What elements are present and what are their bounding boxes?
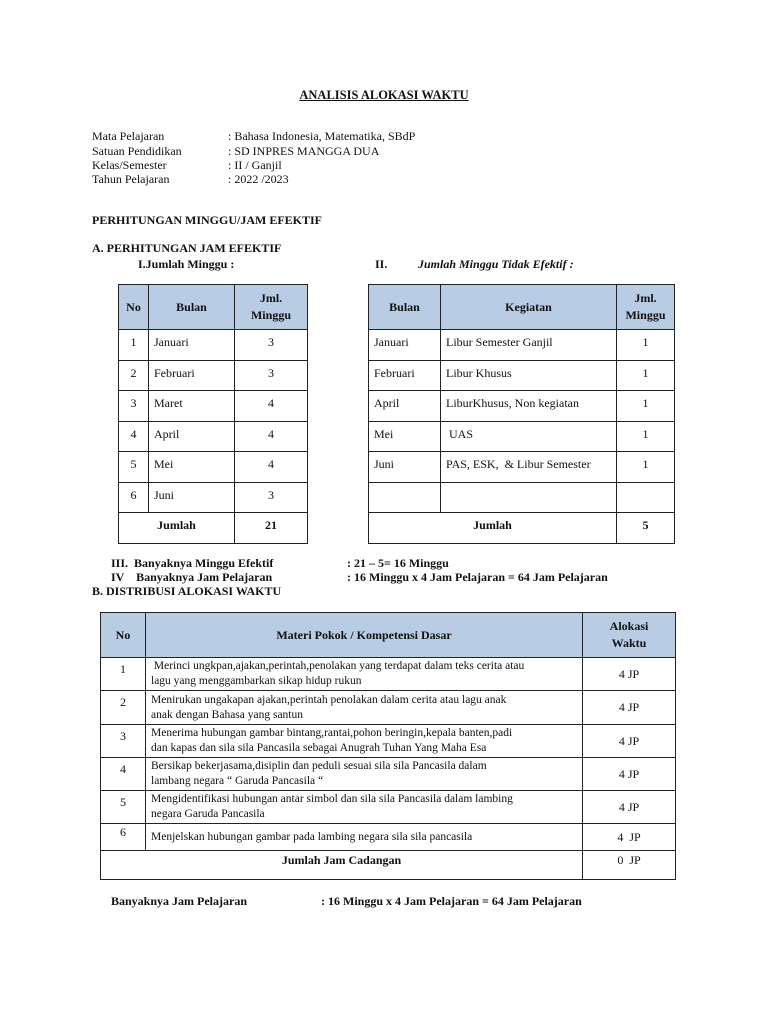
table1-cell-no: 2	[119, 361, 149, 391]
info-label-year: Tahun Pelajaran	[92, 172, 170, 186]
table3-cell-materi: Mengidentifikasi hubungan antar simbol dan sila sila Pancasila dalam lambing negara Garuda Pancasila	[146, 791, 583, 824]
table1-cell-bulan: Februari	[149, 361, 235, 391]
table3-cell-jp: 4 JP	[583, 658, 676, 691]
table2-cell-bulan: Juni	[369, 452, 441, 483]
table3-cell-materi: Bersikap bekerjasama,disiplin dan peduli sesuai sila sila Pancasila dalam lambang negara “ Garuda Pancasila “	[146, 758, 583, 791]
table1-cell-bulan: Januari	[149, 330, 235, 361]
table-row	[119, 330, 308, 361]
table-row	[101, 691, 676, 725]
info-value-year: : 2022 /2023	[228, 172, 289, 186]
section-heading-a: A. PERHITUNGAN JAM EFEKTIF	[92, 241, 282, 255]
table2-cell-jml: 1	[617, 452, 675, 483]
table1-cell-bulan: Mei	[149, 452, 235, 483]
table3-cell-no: 3	[101, 725, 146, 758]
table3-cell-jp: 4 JP	[583, 725, 676, 758]
info-value-school: : SD INPRES MANGGA DUA	[228, 144, 380, 158]
table-row	[119, 452, 308, 483]
table2-cell-kegiatan: UAS	[441, 422, 617, 452]
table2-cell-kegiatan: LiburKhusus, Non kegiatan	[441, 391, 617, 422]
table2-cell-bulan: Februari	[369, 361, 441, 391]
table2-cell-bulan: Januari	[369, 330, 441, 361]
table-row	[101, 824, 676, 851]
table-row-total	[101, 851, 676, 880]
table2-cell-kegiatan	[441, 483, 617, 513]
table1-cell-no: 5	[119, 452, 149, 483]
summary-label-minggu-efektif: III. Banyaknya Minggu Efektif	[111, 556, 274, 570]
table-row	[369, 361, 675, 391]
table-row	[369, 452, 675, 483]
table3-header-no: No	[101, 613, 146, 658]
summary-label-jam-pelajaran: IV Banyaknya Jam Pelajaran	[111, 570, 273, 584]
table-row	[101, 791, 676, 824]
table2-cell-jml: 1	[617, 361, 675, 391]
table-row-total	[119, 513, 308, 544]
footer-value: : 16 Minggu x 4 Jam Pelajaran = 64 Jam Pelajaran	[321, 894, 582, 908]
table2-cell-kegiatan: PAS, ESK, & Libur Semester	[441, 452, 617, 483]
table3-total-value: 0 JP	[583, 851, 676, 880]
table3-cell-jp: 4 JP	[583, 791, 676, 824]
table1-cell-jml: 3	[235, 361, 308, 391]
table1-total-label: Jumlah	[119, 513, 235, 544]
table3-cell-no: 4	[101, 758, 146, 791]
table-minggu-tidak-efektif	[368, 284, 675, 544]
table-row	[101, 758, 676, 791]
table-row	[119, 422, 308, 452]
info-value-class: : II / Ganjil	[228, 158, 282, 172]
table3-cell-materi: Menjelskan hubungan gambar pada lambing negara sila sila pancasila	[146, 824, 583, 851]
summary-value-minggu-efektif: : 21 – 5= 16 Minggu	[347, 556, 449, 570]
footer-label: Banyaknya Jam Pelajaran	[111, 894, 248, 908]
table1-cell-bulan: Maret	[149, 391, 235, 422]
info-label-subject: Mata Pelajaran	[92, 129, 165, 143]
section-heading-b: B. DISTRIBUSI ALOKASI WAKTU	[92, 584, 282, 598]
table3-cell-no: 5	[101, 791, 146, 824]
table1-total-value: 21	[235, 513, 308, 544]
table1-cell-jml: 4	[235, 391, 308, 422]
table1-cell-bulan: April	[149, 422, 235, 452]
table3-cell-materi: Merinci ungkpan,ajakan,perintah,penolakan yang terdapat dalam teks cerita atau lagu yang menggambarkan sikap hidup rukun	[146, 658, 583, 691]
info-label-school: Satuan Pendidikan	[92, 144, 182, 158]
table-row	[119, 483, 308, 513]
table3-cell-materi: Menirukan ungakapan ajakan,perintah penolakan dalam cerita atau lagu anak anak dengan Bahasa yang santun	[146, 691, 583, 725]
info-value-subject: : Bahasa Indonesia, Matematika, SBdP	[228, 129, 416, 143]
table2-cell-jml: 1	[617, 330, 675, 361]
subheading-jumlah-minggu: I.Jumlah Minggu :	[138, 257, 235, 271]
table2-cell-jml	[617, 483, 675, 513]
table-row	[369, 422, 675, 452]
table2-cell-kegiatan: Libur Khusus	[441, 361, 617, 391]
table1-header-jml: Jml. Minggu	[235, 285, 308, 330]
info-label-class: Kelas/Semester	[92, 158, 167, 172]
table3-cell-no: 1	[101, 658, 146, 691]
table3-cell-jp: 4 JP	[583, 691, 676, 725]
table2-cell-jml: 1	[617, 391, 675, 422]
table1-cell-no: 1	[119, 330, 149, 361]
table-row	[369, 483, 675, 513]
table-row	[369, 330, 675, 361]
table3-cell-jp: 4 JP	[583, 758, 676, 791]
table1-cell-no: 3	[119, 391, 149, 422]
table1-cell-no: 6	[119, 483, 149, 513]
table-row	[369, 391, 675, 422]
table1-cell-jml: 4	[235, 452, 308, 483]
table3-cell-materi: Menerima hubungan gambar bintang,rantai,pohon beringin,kepala banten,padi dan kapas dan sila sila Pancasila sebagai Anugrah Tuhan Yang Maha Esa	[146, 725, 583, 758]
section-heading-main: PERHITUNGAN MINGGU/JAM EFEKTIF	[92, 213, 323, 227]
table3-cell-jp: 4 JP	[583, 824, 676, 851]
table-distribusi-alokasi	[100, 612, 676, 880]
table1-cell-bulan: Juni	[149, 483, 235, 513]
table2-cell-bulan: Mei	[369, 422, 441, 452]
table3-cell-no: 2	[101, 691, 146, 725]
table3-total-label: Jumlah Jam Cadangan	[101, 851, 583, 880]
subheading-ii-number: II.	[375, 257, 388, 271]
table-row	[119, 361, 308, 391]
table3-header-alokasi: Alokasi Waktu	[583, 613, 676, 658]
table2-cell-jml: 1	[617, 422, 675, 452]
table1-cell-jml: 4	[235, 422, 308, 452]
table-row	[101, 658, 676, 691]
table2-cell-bulan	[369, 483, 441, 513]
table1-cell-jml: 3	[235, 483, 308, 513]
table1-cell-jml: 3	[235, 330, 308, 361]
summary-value-jam-pelajaran: : 16 Minggu x 4 Jam Pelajaran = 64 Jam Pelajaran	[347, 570, 608, 584]
table-row-total	[369, 513, 675, 544]
table3-cell-no: 6	[101, 824, 146, 851]
table-row	[101, 725, 676, 758]
subheading-minggu-tidak-efektif: Jumlah Minggu Tidak Efektif :	[418, 257, 574, 271]
table1-header-no: No	[119, 285, 149, 330]
table2-cell-kegiatan: Libur Semester Ganjil	[441, 330, 617, 361]
table2-cell-bulan: April	[369, 391, 441, 422]
table2-header-kegiatan: Kegiatan	[441, 285, 617, 330]
table-row	[119, 391, 308, 422]
table2-total-label: Jumlah	[369, 513, 617, 544]
table2-header-bulan: Bulan	[369, 285, 441, 330]
table3-header-materi: Materi Pokok / Kompetensi Dasar	[146, 613, 583, 658]
table2-header-jml: Jml. Minggu	[617, 285, 675, 330]
table2-total-value: 5	[617, 513, 675, 544]
table-jumlah-minggu	[118, 284, 308, 544]
table1-header-bulan: Bulan	[149, 285, 235, 330]
page-title: ANALISIS ALOKASI WAKTU	[299, 88, 469, 102]
table1-cell-no: 4	[119, 422, 149, 452]
